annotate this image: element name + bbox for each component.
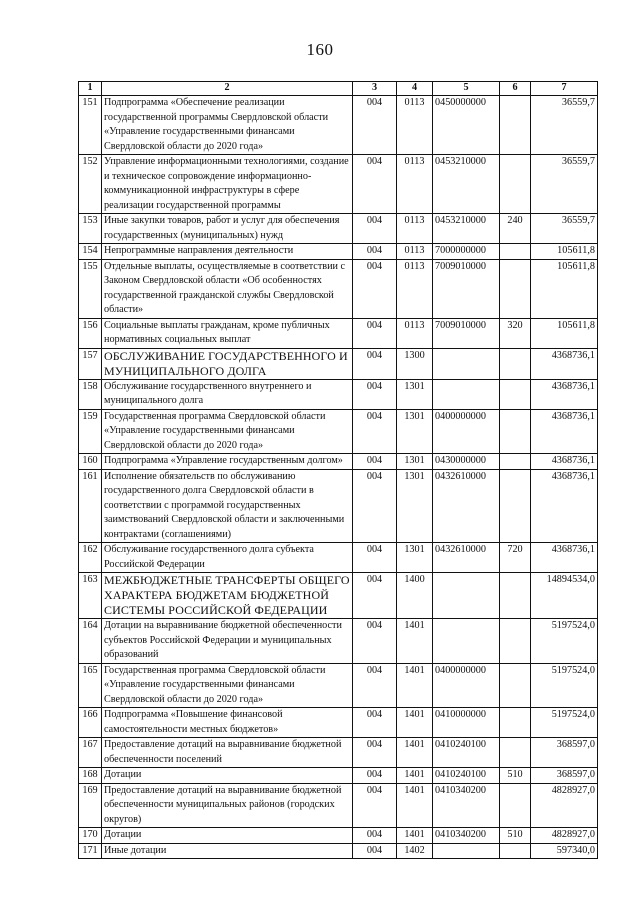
row-name: Подпрограмма «Обеспечение реализации государственной программы Свердловской области «Управление государственными финансами Свердловской области до 2020 года» xyxy=(102,96,353,155)
table-row xyxy=(79,96,598,155)
table-row xyxy=(79,663,598,708)
row-expense-type xyxy=(500,409,531,454)
row-admin-code: 004 xyxy=(353,828,397,844)
row-target-article: 0432610000 xyxy=(433,543,500,573)
row-name: Государственная программа Свердловской области «Управление государственными финансами Свердловской области до 2020 года» xyxy=(102,409,353,454)
table-row xyxy=(79,348,598,379)
row-name: Исполнение обязательств по обслуживанию государственного долга Свердловской области в соответствии с программой государственных заимствований Свердловской области и заключенными контрактами (соглашениями) xyxy=(102,469,353,543)
row-expense-type xyxy=(500,96,531,155)
row-number: 151 xyxy=(79,96,102,155)
row-name: Управление информационными технологиями, создание и техническое сопровождение информационно-коммуникационной инфраструктуры в сфере реализации государственной программы xyxy=(102,155,353,214)
table-row xyxy=(79,409,598,454)
row-name: ОБСЛУЖИВАНИЕ ГОСУДАРСТВЕННОГО И МУНИЦИПАЛЬНОГО ДОЛГА xyxy=(102,348,353,379)
row-target-article xyxy=(433,379,500,409)
row-name: Отдельные выплаты, осуществляемые в соответствии с Законом Свердловской области «Об особенностях государственной гражданской службы Свердловской области» xyxy=(102,259,353,318)
row-section-code: 0113 xyxy=(397,214,433,244)
table-row xyxy=(79,828,598,844)
row-expense-type: 510 xyxy=(500,828,531,844)
table-row xyxy=(79,259,598,318)
row-name: Государственная программа Свердловской области «Управление государственными финансами Свердловской области до 2020 года» xyxy=(102,663,353,708)
row-number: 155 xyxy=(79,259,102,318)
row-admin-code: 004 xyxy=(353,543,397,573)
row-target-article xyxy=(433,573,500,619)
row-amount: 105611,8 xyxy=(531,244,598,260)
row-amount: 5197524,0 xyxy=(531,663,598,708)
row-amount: 368597,0 xyxy=(531,738,598,768)
row-section-code: 0113 xyxy=(397,244,433,260)
row-amount: 4828927,0 xyxy=(531,828,598,844)
row-target-article: 0400000000 xyxy=(433,663,500,708)
row-expense-type xyxy=(500,259,531,318)
header-col-3: 3 xyxy=(353,82,397,96)
row-section-code: 1300 xyxy=(397,348,433,379)
row-target-article xyxy=(433,348,500,379)
row-section-code: 1402 xyxy=(397,843,433,859)
row-amount: 105611,8 xyxy=(531,259,598,318)
row-target-article: 0450000000 xyxy=(433,96,500,155)
row-expense-type xyxy=(500,663,531,708)
row-expense-type xyxy=(500,738,531,768)
row-target-article: 0453210000 xyxy=(433,155,500,214)
row-admin-code: 004 xyxy=(353,379,397,409)
row-amount: 4368736,1 xyxy=(531,348,598,379)
row-name: Дотации xyxy=(102,828,353,844)
row-name: Подпрограмма «Повышение финансовой самостоятельности местных бюджетов» xyxy=(102,708,353,738)
header-col-4: 4 xyxy=(397,82,433,96)
budget-table xyxy=(78,81,598,859)
header-col-1: 1 xyxy=(79,82,102,96)
row-section-code: 1301 xyxy=(397,454,433,470)
row-target-article: 0453210000 xyxy=(433,214,500,244)
table-row xyxy=(79,843,598,859)
table-row xyxy=(79,738,598,768)
row-admin-code: 004 xyxy=(353,155,397,214)
header-col-2: 2 xyxy=(102,82,353,96)
row-amount: 14894534,0 xyxy=(531,573,598,619)
row-target-article: 0410240100 xyxy=(433,738,500,768)
table-row xyxy=(79,244,598,260)
row-section-code: 1401 xyxy=(397,768,433,784)
row-admin-code: 004 xyxy=(353,843,397,859)
table-row xyxy=(79,619,598,664)
row-section-code: 1400 xyxy=(397,573,433,619)
row-name: Иные дотации xyxy=(102,843,353,859)
row-admin-code: 004 xyxy=(353,259,397,318)
row-admin-code: 004 xyxy=(353,244,397,260)
row-admin-code: 004 xyxy=(353,619,397,664)
row-number: 169 xyxy=(79,783,102,828)
row-admin-code: 004 xyxy=(353,768,397,784)
row-amount: 4368736,1 xyxy=(531,543,598,573)
row-amount: 597340,0 xyxy=(531,843,598,859)
row-expense-type xyxy=(500,619,531,664)
header-col-7: 7 xyxy=(531,82,598,96)
row-section-code: 1401 xyxy=(397,663,433,708)
row-amount: 5197524,0 xyxy=(531,619,598,664)
row-target-article: 0410340200 xyxy=(433,783,500,828)
row-number: 157 xyxy=(79,348,102,379)
row-expense-type xyxy=(500,379,531,409)
row-admin-code: 004 xyxy=(353,783,397,828)
row-target-article: 0410240100 xyxy=(433,768,500,784)
row-name: Дотации xyxy=(102,768,353,784)
row-amount: 368597,0 xyxy=(531,768,598,784)
row-name: МЕЖБЮДЖЕТНЫЕ ТРАНСФЕРТЫ ОБЩЕГО ХАРАКТЕРА БЮДЖЕТАМ БЮДЖЕТНОЙ СИСТЕМЫ РОССИЙСКОЙ ФЕДЕРАЦИИ xyxy=(102,573,353,619)
row-amount: 4368736,1 xyxy=(531,409,598,454)
row-name: Обслуживание государственного долга субъекта Российской Федерации xyxy=(102,543,353,573)
row-name: Предоставление дотаций на выравнивание бюджетной обеспеченности поселений xyxy=(102,738,353,768)
row-name: Подпрограмма «Управление государственным долгом» xyxy=(102,454,353,470)
row-admin-code: 004 xyxy=(353,469,397,543)
row-name: Предоставление дотаций на выравнивание бюджетной обеспеченности муниципальных районов (городских округов) xyxy=(102,783,353,828)
row-section-code: 1401 xyxy=(397,619,433,664)
row-expense-type: 320 xyxy=(500,318,531,348)
row-number: 162 xyxy=(79,543,102,573)
row-expense-type xyxy=(500,454,531,470)
page-number: 160 xyxy=(306,40,334,59)
table-row xyxy=(79,155,598,214)
row-expense-type: 720 xyxy=(500,543,531,573)
row-amount: 4368736,1 xyxy=(531,379,598,409)
row-name: Обслуживание государственного внутреннего и муниципального долга xyxy=(102,379,353,409)
row-admin-code: 004 xyxy=(353,318,397,348)
table-row xyxy=(79,783,598,828)
row-target-article: 0410000000 xyxy=(433,708,500,738)
row-section-code: 1401 xyxy=(397,738,433,768)
row-number: 166 xyxy=(79,708,102,738)
table-row xyxy=(79,214,598,244)
row-section-code: 1301 xyxy=(397,469,433,543)
row-number: 168 xyxy=(79,768,102,784)
row-number: 167 xyxy=(79,738,102,768)
row-target-article: 7009010000 xyxy=(433,259,500,318)
table-row xyxy=(79,543,598,573)
row-section-code: 1301 xyxy=(397,543,433,573)
row-target-article: 7000000000 xyxy=(433,244,500,260)
row-admin-code: 004 xyxy=(353,348,397,379)
row-expense-type xyxy=(500,469,531,543)
table-row xyxy=(79,708,598,738)
row-admin-code: 004 xyxy=(353,738,397,768)
row-name: Дотации на выравнивание бюджетной обеспеченности субъектов Российской Федерации и муниципальных образований xyxy=(102,619,353,664)
row-number: 163 xyxy=(79,573,102,619)
table-row xyxy=(79,379,598,409)
row-expense-type xyxy=(500,348,531,379)
row-name: Иные закупки товаров, работ и услуг для обеспечения государственных (муниципальных) нужд xyxy=(102,214,353,244)
row-number: 161 xyxy=(79,469,102,543)
row-target-article xyxy=(433,619,500,664)
row-section-code: 1301 xyxy=(397,409,433,454)
row-number: 164 xyxy=(79,619,102,664)
row-admin-code: 004 xyxy=(353,96,397,155)
row-amount: 105611,8 xyxy=(531,318,598,348)
row-number: 158 xyxy=(79,379,102,409)
row-number: 160 xyxy=(79,454,102,470)
row-amount: 4828927,0 xyxy=(531,783,598,828)
row-name: Непрограммные направления деятельности xyxy=(102,244,353,260)
table-row xyxy=(79,318,598,348)
row-target-article: 0432610000 xyxy=(433,469,500,543)
row-expense-type: 510 xyxy=(500,768,531,784)
row-number: 153 xyxy=(79,214,102,244)
header-col-5: 5 xyxy=(433,82,500,96)
row-expense-type xyxy=(500,843,531,859)
row-section-code: 1401 xyxy=(397,783,433,828)
row-section-code: 0113 xyxy=(397,259,433,318)
row-section-code: 0113 xyxy=(397,96,433,155)
row-number: 156 xyxy=(79,318,102,348)
row-section-code: 1301 xyxy=(397,379,433,409)
row-admin-code: 004 xyxy=(353,454,397,470)
row-expense-type xyxy=(500,783,531,828)
table-row xyxy=(79,469,598,543)
row-amount: 4368736,1 xyxy=(531,454,598,470)
row-target-article xyxy=(433,843,500,859)
row-target-article: 0430000000 xyxy=(433,454,500,470)
row-name: Социальные выплаты гражданам, кроме публичных нормативных социальных выплат xyxy=(102,318,353,348)
row-expense-type xyxy=(500,244,531,260)
row-amount: 36559,7 xyxy=(531,155,598,214)
row-admin-code: 004 xyxy=(353,573,397,619)
row-number: 154 xyxy=(79,244,102,260)
row-number: 170 xyxy=(79,828,102,844)
row-section-code: 0113 xyxy=(397,318,433,348)
row-admin-code: 004 xyxy=(353,708,397,738)
row-amount: 36559,7 xyxy=(531,214,598,244)
table-row xyxy=(79,454,598,470)
row-expense-type xyxy=(500,708,531,738)
row-admin-code: 004 xyxy=(353,214,397,244)
row-admin-code: 004 xyxy=(353,409,397,454)
row-admin-code: 004 xyxy=(353,663,397,708)
table-row xyxy=(79,768,598,784)
header-row xyxy=(79,82,598,96)
row-target-article: 0400000000 xyxy=(433,409,500,454)
row-number: 159 xyxy=(79,409,102,454)
row-amount: 5197524,0 xyxy=(531,708,598,738)
table-body xyxy=(79,96,598,859)
row-target-article: 0410340200 xyxy=(433,828,500,844)
row-expense-type xyxy=(500,573,531,619)
row-number: 152 xyxy=(79,155,102,214)
row-amount: 4368736,1 xyxy=(531,469,598,543)
row-number: 165 xyxy=(79,663,102,708)
header-col-6: 6 xyxy=(500,82,531,96)
row-expense-type: 240 xyxy=(500,214,531,244)
row-section-code: 1401 xyxy=(397,708,433,738)
row-target-article: 7009010000 xyxy=(433,318,500,348)
row-expense-type xyxy=(500,155,531,214)
row-number: 171 xyxy=(79,843,102,859)
row-section-code: 1401 xyxy=(397,828,433,844)
table-row xyxy=(79,573,598,619)
row-section-code: 0113 xyxy=(397,155,433,214)
row-amount: 36559,7 xyxy=(531,96,598,155)
